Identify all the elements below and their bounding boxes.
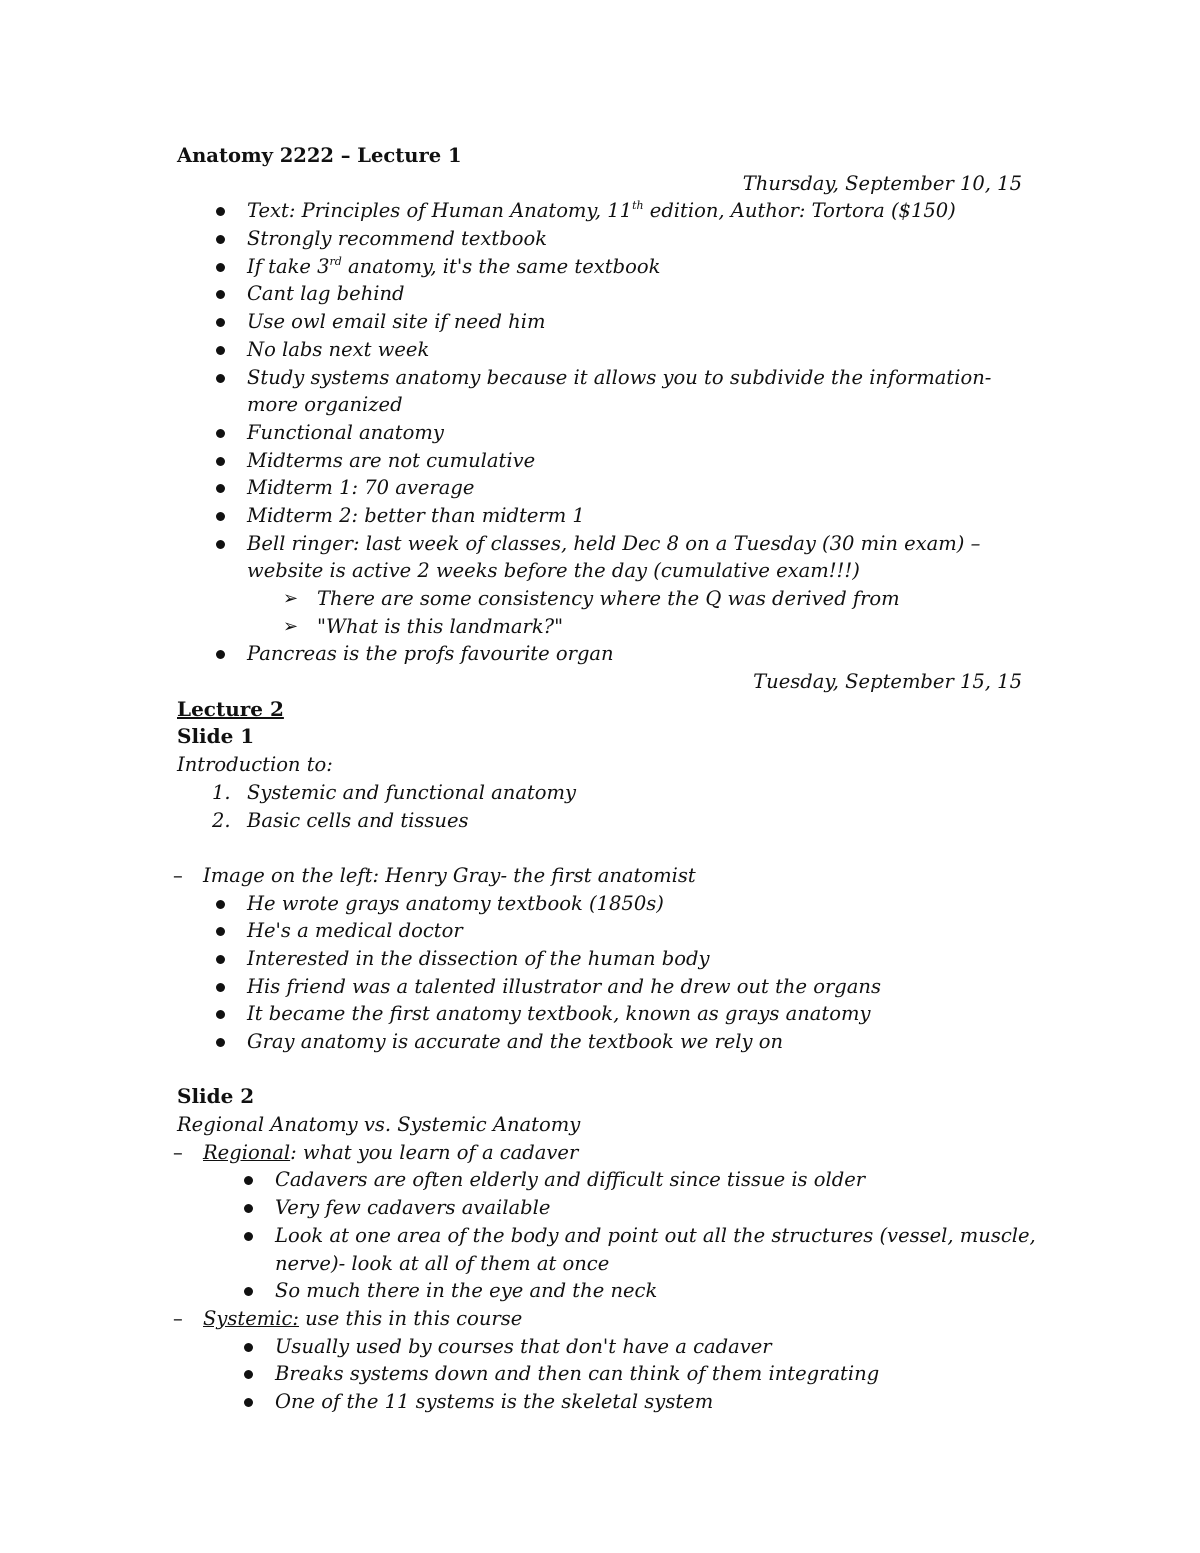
bullet-icon	[216, 484, 225, 493]
list-item-text: One of the 11 systems is the skeletal system	[275, 1389, 714, 1413]
list-item-text: No labs next week	[247, 337, 430, 361]
bullet-icon	[244, 1287, 253, 1296]
bullet-icon	[244, 1370, 253, 1379]
list-item	[177, 280, 1027, 308]
dash-bullet-icon: –	[173, 863, 183, 887]
list-item	[177, 973, 1027, 1001]
number-label: 1.	[212, 780, 231, 804]
list-item	[177, 419, 1027, 447]
arrow-bullet-icon: ➢	[283, 588, 299, 609]
bullet-icon	[216, 290, 225, 299]
systemic-text: use this in this course	[298, 1306, 523, 1330]
list-item-text: Cant lag behind	[247, 282, 405, 306]
sub-list-item	[177, 613, 1027, 641]
list-item	[177, 1277, 1027, 1305]
bullet-icon	[216, 512, 225, 521]
lecture2-heading: Lecture 2	[177, 696, 284, 721]
list-item-text: nerve)- look at all of them at once	[275, 1251, 610, 1275]
list-item	[177, 917, 1027, 945]
slide2-subtitle: Regional Anatomy vs. Systemic Anatomy	[177, 1113, 581, 1137]
bullet-icon	[216, 374, 225, 383]
number-label: 2.	[212, 808, 231, 832]
sub-list-item-text: "What is this landmark?"	[317, 614, 564, 638]
bullet-icon	[216, 927, 225, 936]
list-item	[177, 1000, 1027, 1028]
list-item-text: Breaks systems down and then can think of them integrating	[275, 1362, 880, 1386]
list-item-text: It became the first anatomy textbook, known as grays anatomy	[247, 1002, 871, 1026]
bullet-icon	[244, 1204, 253, 1213]
bullet-icon	[216, 318, 225, 327]
list-item-text: Bell ringer: last week of classes, held Dec 8 on a Tuesday (30 min exam) –	[247, 531, 981, 555]
list-item	[177, 447, 1027, 475]
list-item-continuation	[177, 557, 1027, 585]
list-item	[177, 1194, 1027, 1222]
bullet-icon	[216, 983, 225, 992]
list-item-text: Look at one area of the body and point out all the structures (vessel, muscle,	[275, 1223, 1036, 1247]
textbook-text-prefix: Text: Principles of Human Anatomy, 11	[247, 199, 633, 223]
blank-line	[177, 1056, 1027, 1084]
third-text-prefix: If take 3	[247, 254, 330, 278]
third-text-suffix: anatomy, it's the same textbook	[341, 254, 661, 278]
bullet-icon	[216, 650, 225, 659]
list-item	[177, 530, 1027, 558]
lecture1-date: Thursday, September 10, 15	[742, 171, 1022, 195]
bullet-icon	[216, 1038, 225, 1047]
list-item	[177, 945, 1027, 973]
list-item	[177, 225, 1027, 253]
list-item	[177, 1388, 1027, 1416]
bullet-icon	[244, 1176, 253, 1185]
dash-item	[173, 1305, 1027, 1333]
list-item	[177, 1028, 1027, 1056]
document-page	[173, 142, 1036, 1416]
list-item	[177, 308, 1027, 336]
list-item	[177, 890, 1027, 918]
slide1-intro: Introduction to:	[177, 753, 333, 777]
list-item-continuation	[177, 1250, 1027, 1278]
arrow-bullet-icon: ➢	[283, 615, 299, 637]
slide1-heading: Slide 1	[177, 724, 255, 749]
dash-item	[173, 1139, 1027, 1167]
list-item-text: Usually used by courses that don't have a cadaver	[275, 1334, 772, 1358]
list-item-text: Interested in the dissection of the human body	[247, 946, 710, 970]
list-item-text: Pancreas is the profs favourite organ	[247, 642, 614, 666]
bullet-icon	[244, 1398, 253, 1407]
regional-label: Regional	[203, 1140, 291, 1164]
textbook-text-suffix: edition, Author: Tortora ($150)	[643, 199, 956, 223]
blank-line	[177, 834, 1027, 862]
bullet-icon	[216, 346, 225, 355]
dash-bullet-icon: –	[173, 1306, 183, 1330]
list-item-text: Cadavers are often elderly and difficult since tissue is older	[275, 1168, 866, 1192]
list-item	[177, 502, 1027, 530]
list-item	[177, 1333, 1027, 1361]
dash-item-text: Image on the left: Henry Gray- the first anatomist	[203, 863, 696, 887]
sub-list-item	[177, 585, 1027, 613]
list-item	[177, 364, 1027, 392]
bullet-icon	[244, 1232, 253, 1241]
list-item	[177, 474, 1027, 502]
list-item-text: Gray anatomy is accurate and the textbook we rely on	[247, 1030, 784, 1053]
textbook-text-sup: th	[632, 199, 644, 213]
numbered-item-text: Systemic and functional anatomy	[247, 780, 577, 804]
list-item	[177, 640, 1027, 668]
dash-bullet-icon: –	[173, 1140, 183, 1164]
list-item-text: So much there in the eye and the neck	[275, 1279, 658, 1303]
list-item-text: Study systems anatomy because it allows you to subdivide the information-	[247, 365, 992, 389]
bullet-icon	[216, 263, 225, 272]
third-text-sup: rd	[329, 254, 342, 268]
list-item-continuation	[177, 391, 1027, 419]
slide2-heading: Slide 2	[177, 1084, 255, 1109]
list-item	[177, 1222, 1036, 1250]
list-item-text: Strongly recommend textbook	[247, 227, 548, 251]
list-item-text: His friend was a talented illustrator and he drew out the organs	[247, 974, 881, 998]
regional-text: : what you learn of a cadaver	[290, 1140, 579, 1164]
list-item-text: Very few cadavers available	[275, 1196, 551, 1220]
bullet-icon	[216, 1010, 225, 1019]
bullet-icon	[216, 457, 225, 466]
list-item-text: He's a medical doctor	[247, 919, 463, 943]
bullet-icon	[216, 207, 225, 216]
list-item	[177, 197, 1027, 225]
list-item	[177, 336, 1027, 364]
list-item-text: Midterms are not cumulative	[247, 448, 536, 472]
list-item	[177, 253, 1027, 281]
list-item	[177, 1166, 1027, 1194]
list-item-text: Use owl email site if need him	[247, 310, 546, 334]
bullet-icon	[216, 235, 225, 244]
numbered-item	[177, 779, 1027, 807]
list-item-text: Midterm 1: 70 average	[247, 476, 475, 500]
bullet-icon	[216, 540, 225, 549]
bullet-icon	[216, 429, 225, 438]
numbered-item-text: Basic cells and tissues	[247, 808, 469, 832]
bullet-icon	[216, 900, 225, 909]
list-item-text: Midterm 2: better than midterm 1	[247, 503, 585, 527]
lecture1-title: Anatomy 2222 – Lecture 1	[177, 144, 462, 167]
list-item-text: He wrote grays anatomy textbook (1850s)	[247, 891, 664, 915]
dash-item	[173, 862, 1027, 890]
list-item-text: website is active 2 weeks before the day (cumulative exam!!!)	[247, 559, 860, 583]
bullet-icon	[244, 1343, 253, 1352]
sub-list-item-text: There are some consistency where the Q was derived from	[317, 587, 900, 610]
lecture2-date: Tuesday, September 15, 15	[753, 670, 1022, 694]
bullet-icon	[216, 955, 225, 964]
systemic-label: Systemic:	[203, 1306, 299, 1330]
numbered-item	[177, 807, 1027, 835]
list-item-text: more organized	[247, 393, 403, 417]
list-item	[177, 1360, 1027, 1388]
list-item-text: Functional anatomy	[247, 420, 444, 444]
